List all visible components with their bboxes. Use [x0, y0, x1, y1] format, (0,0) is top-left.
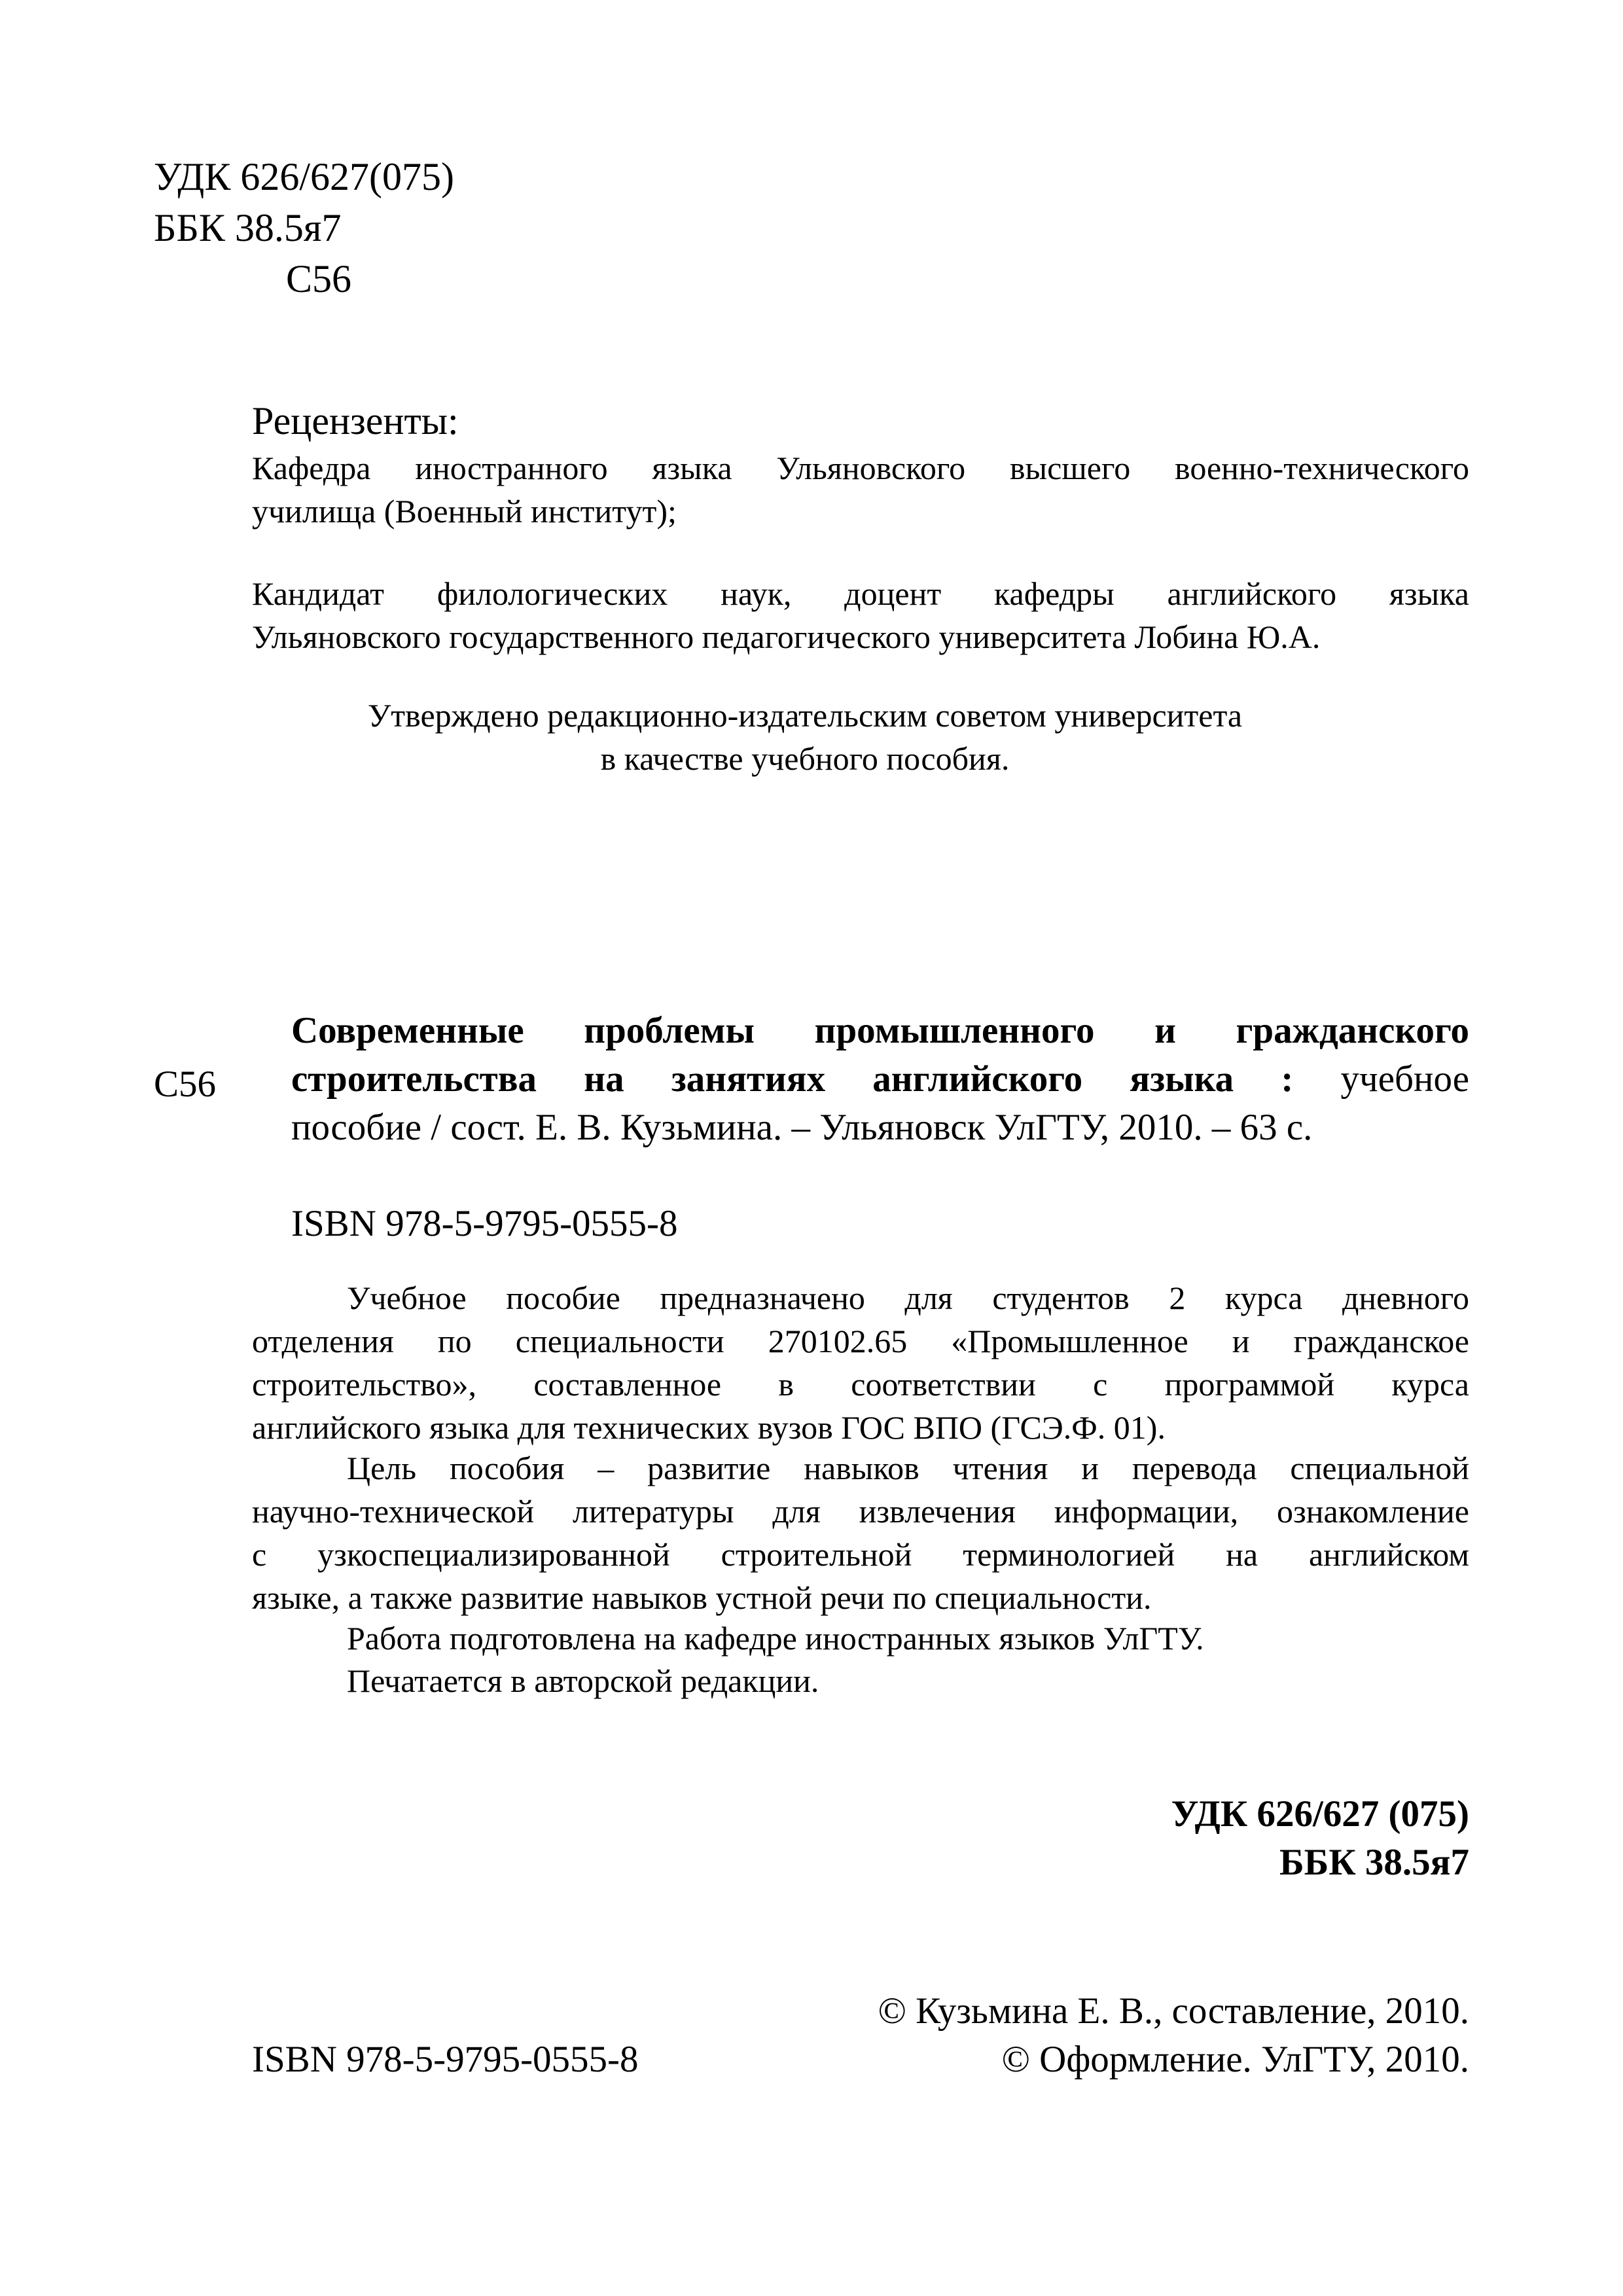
udk-header: УДК 626/627(075) [154, 155, 454, 198]
bbk-header: ББК 38.5я7 [154, 206, 342, 249]
abstract-paragraph-1: Учебное пособие предназначено для студентов 2 курса дневного отделения по специальности 270102.65 «Промышленное и гражданское строительство», составленное в соответствии с программой курса английского языка для технических вузов ГОС ВПО (ГСЭ.Ф. 01). [252, 1280, 1469, 1446]
abstract-paragraph-4: Печатается в авторской редакции. [347, 1662, 819, 1699]
isbn-entry: ISBN 978-5-9795-0555-8 [291, 1203, 678, 1244]
title-line-3: пособие / сост. Е. В. Кузьмина. – Ульяновск УлГТУ, 2010. – 63 с. [291, 1107, 1313, 1148]
title-line-1: Современные проблемы промышленного и гражданского [291, 1010, 1469, 1051]
approval-note: Утверждено редакционно-издательским советом университета в качестве учебного пособия. [367, 697, 1243, 777]
classification-block [815, 1790, 1469, 1887]
udk-classification: УДК 626/627 (075) [1171, 1793, 1469, 1835]
copyright-design: © Оформление. УлГТУ, 2010. [1001, 2039, 1469, 2080]
copyright-block [749, 1987, 1469, 2084]
author-code-header: С56 [286, 257, 352, 300]
reviewers-heading: Рецензенты: [252, 399, 459, 442]
title-line-2: строительства на занятиях английского языка : учебное [291, 1058, 1470, 1100]
reviewer-2: Кандидат филологических наук, доцент кафедры английского языка Ульяновского государственного педагогического университета Лобина Ю.А. [252, 575, 1469, 655]
bibliography-code: С56 [154, 1064, 217, 1105]
abstract-paragraph-2: Цель пособия – развитие навыков чтения и перевода специальной научно-технической литературы для извлечения информации, ознакомление с узкоспециализированной строительной терминологией на английском языке, а также развитие навыков устной речи по специальности. [252, 1450, 1469, 1616]
abstract-paragraph-3: Работа подготовлена на кафедре иностранных языков УлГТУ. [347, 1620, 1204, 1657]
copyright-author: © Кузьмина Е. В., составление, 2010. [878, 1990, 1469, 2032]
bibliographic-description [291, 1007, 1469, 1152]
reviewer-1: Кафедра иностранного языка Ульяновского высшего военно-технического училища (Военный институт); [252, 450, 1469, 529]
bbk-classification: ББК 38.5я7 [1279, 1842, 1469, 1883]
footer-isbn: ISBN 978-5-9795-0555-8 [252, 2039, 639, 2080]
